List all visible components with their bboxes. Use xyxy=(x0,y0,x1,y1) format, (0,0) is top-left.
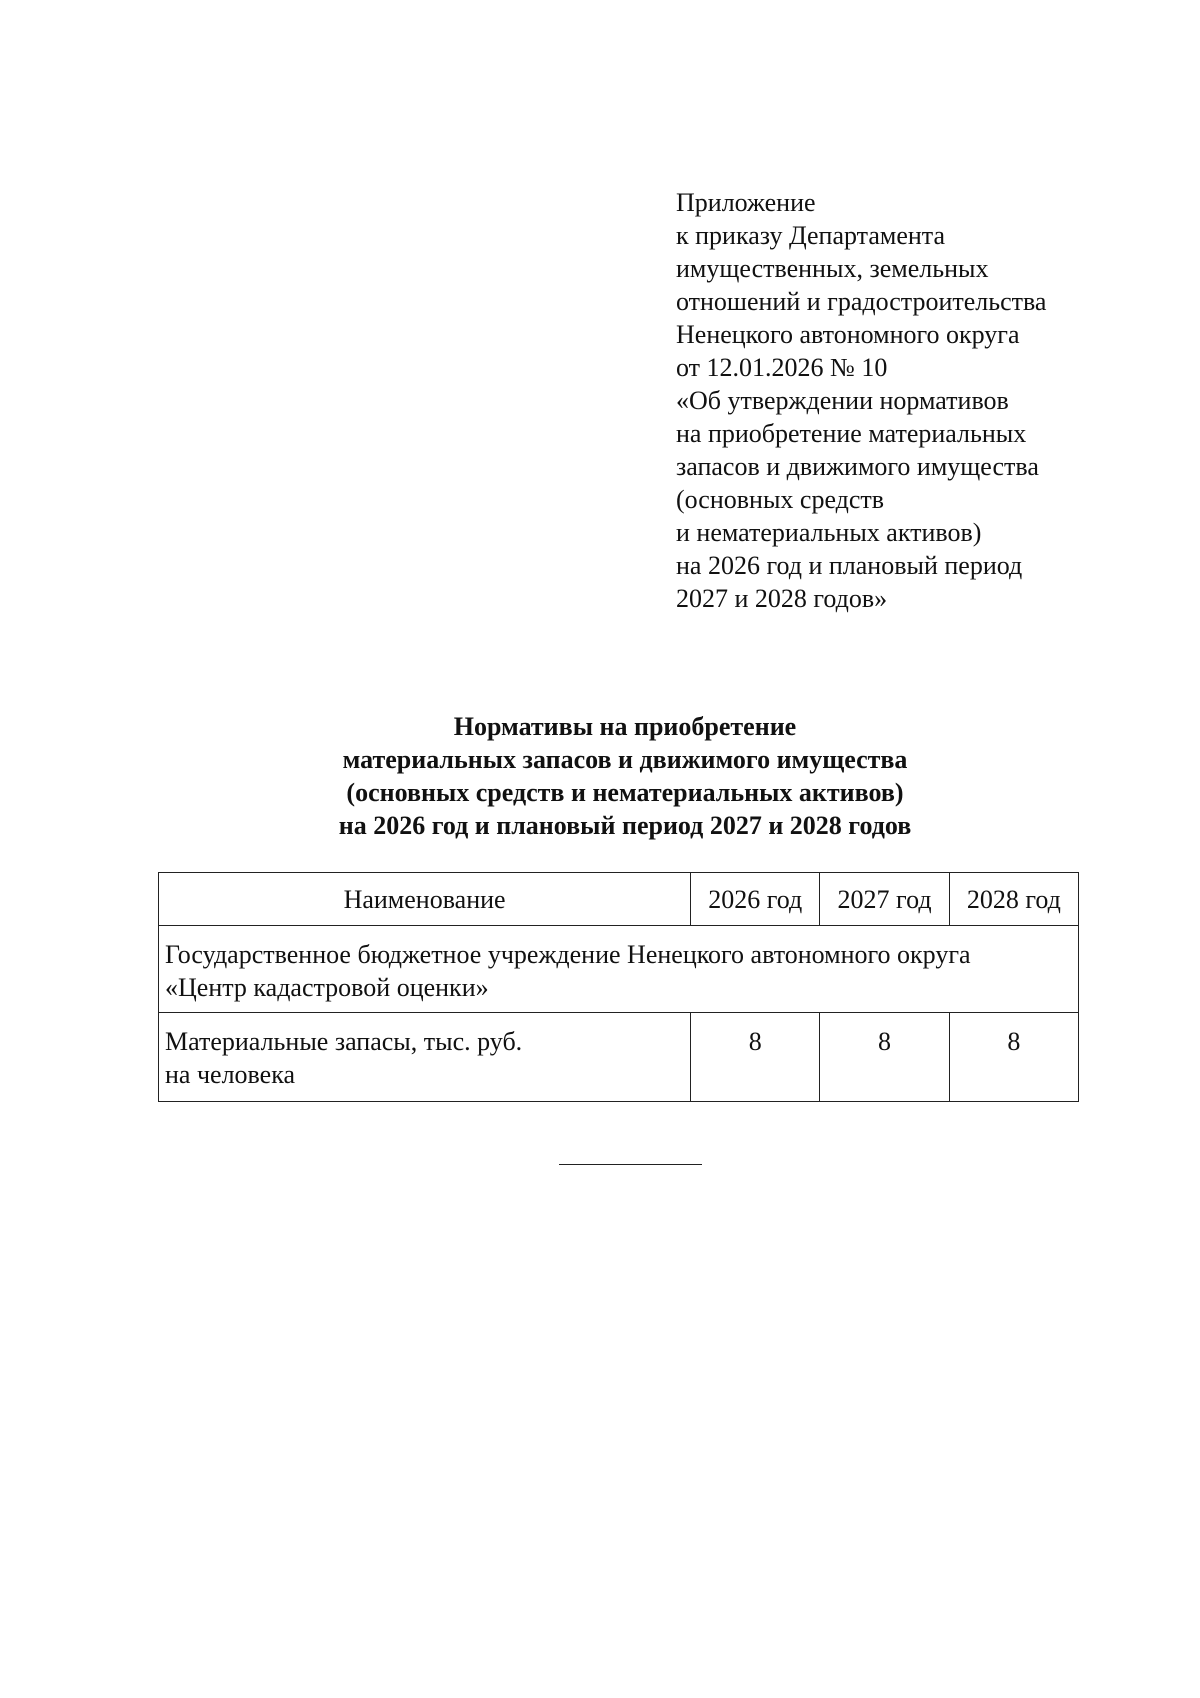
appendix-line: Ненецкого автономного округа xyxy=(676,320,1020,349)
appendix-line: на приобретение материальных xyxy=(676,419,1027,448)
title-line: (основных средств и нематериальных активов) xyxy=(346,778,904,807)
organization-line: Государственное бюджетное учреждение Ненецкого автономного округа xyxy=(165,940,971,969)
item-name-line: Материальные запасы, тыс. руб. xyxy=(165,1027,523,1056)
header-name: Наименование xyxy=(159,873,691,926)
header-year-2027: 2027 год xyxy=(820,873,949,926)
appendix-line: (основных средств xyxy=(676,485,885,514)
organization-line: «Центр кадастровой оценки» xyxy=(165,973,489,1002)
appendix-line: и нематериальных активов) xyxy=(676,518,982,547)
title-line: на 2026 год и плановый период 2027 и 2028 годов xyxy=(338,811,912,840)
appendix-line: запасов и движимого имущества xyxy=(676,452,1039,481)
appendix-line: от 12.01.2026 № 10 xyxy=(676,353,888,382)
table-row xyxy=(159,1013,1079,1102)
norms-table xyxy=(158,872,1079,1102)
title-line: материальных запасов и движимого имущества xyxy=(342,745,908,774)
appendix-line: имущественных, земельных xyxy=(676,254,989,283)
document-title xyxy=(160,710,1090,842)
item-name-line: на человека xyxy=(165,1060,295,1089)
table-header-row xyxy=(159,873,1079,926)
end-divider xyxy=(559,1164,702,1165)
appendix-line: «Об утверждении нормативов xyxy=(676,386,1009,415)
header-year-2026: 2026 год xyxy=(691,873,820,926)
organization-cell xyxy=(159,926,1079,1013)
value-2028: 8 xyxy=(949,1013,1078,1102)
item-name-cell xyxy=(159,1013,691,1102)
appendix-line: на 2026 год и плановый период xyxy=(676,551,1023,580)
value-2027: 8 xyxy=(820,1013,949,1102)
organization-row xyxy=(159,926,1079,1013)
appendix-block xyxy=(676,186,1146,615)
appendix-line: отношений и градостроительства xyxy=(676,287,1047,316)
appendix-line: Приложение xyxy=(676,188,816,217)
appendix-line: 2027 и 2028 годов» xyxy=(676,584,888,613)
value-2026: 8 xyxy=(691,1013,820,1102)
title-line: Нормативы на приобретение xyxy=(453,712,797,741)
header-year-2028: 2028 год xyxy=(949,873,1078,926)
appendix-line: к приказу Департамента xyxy=(676,221,946,250)
